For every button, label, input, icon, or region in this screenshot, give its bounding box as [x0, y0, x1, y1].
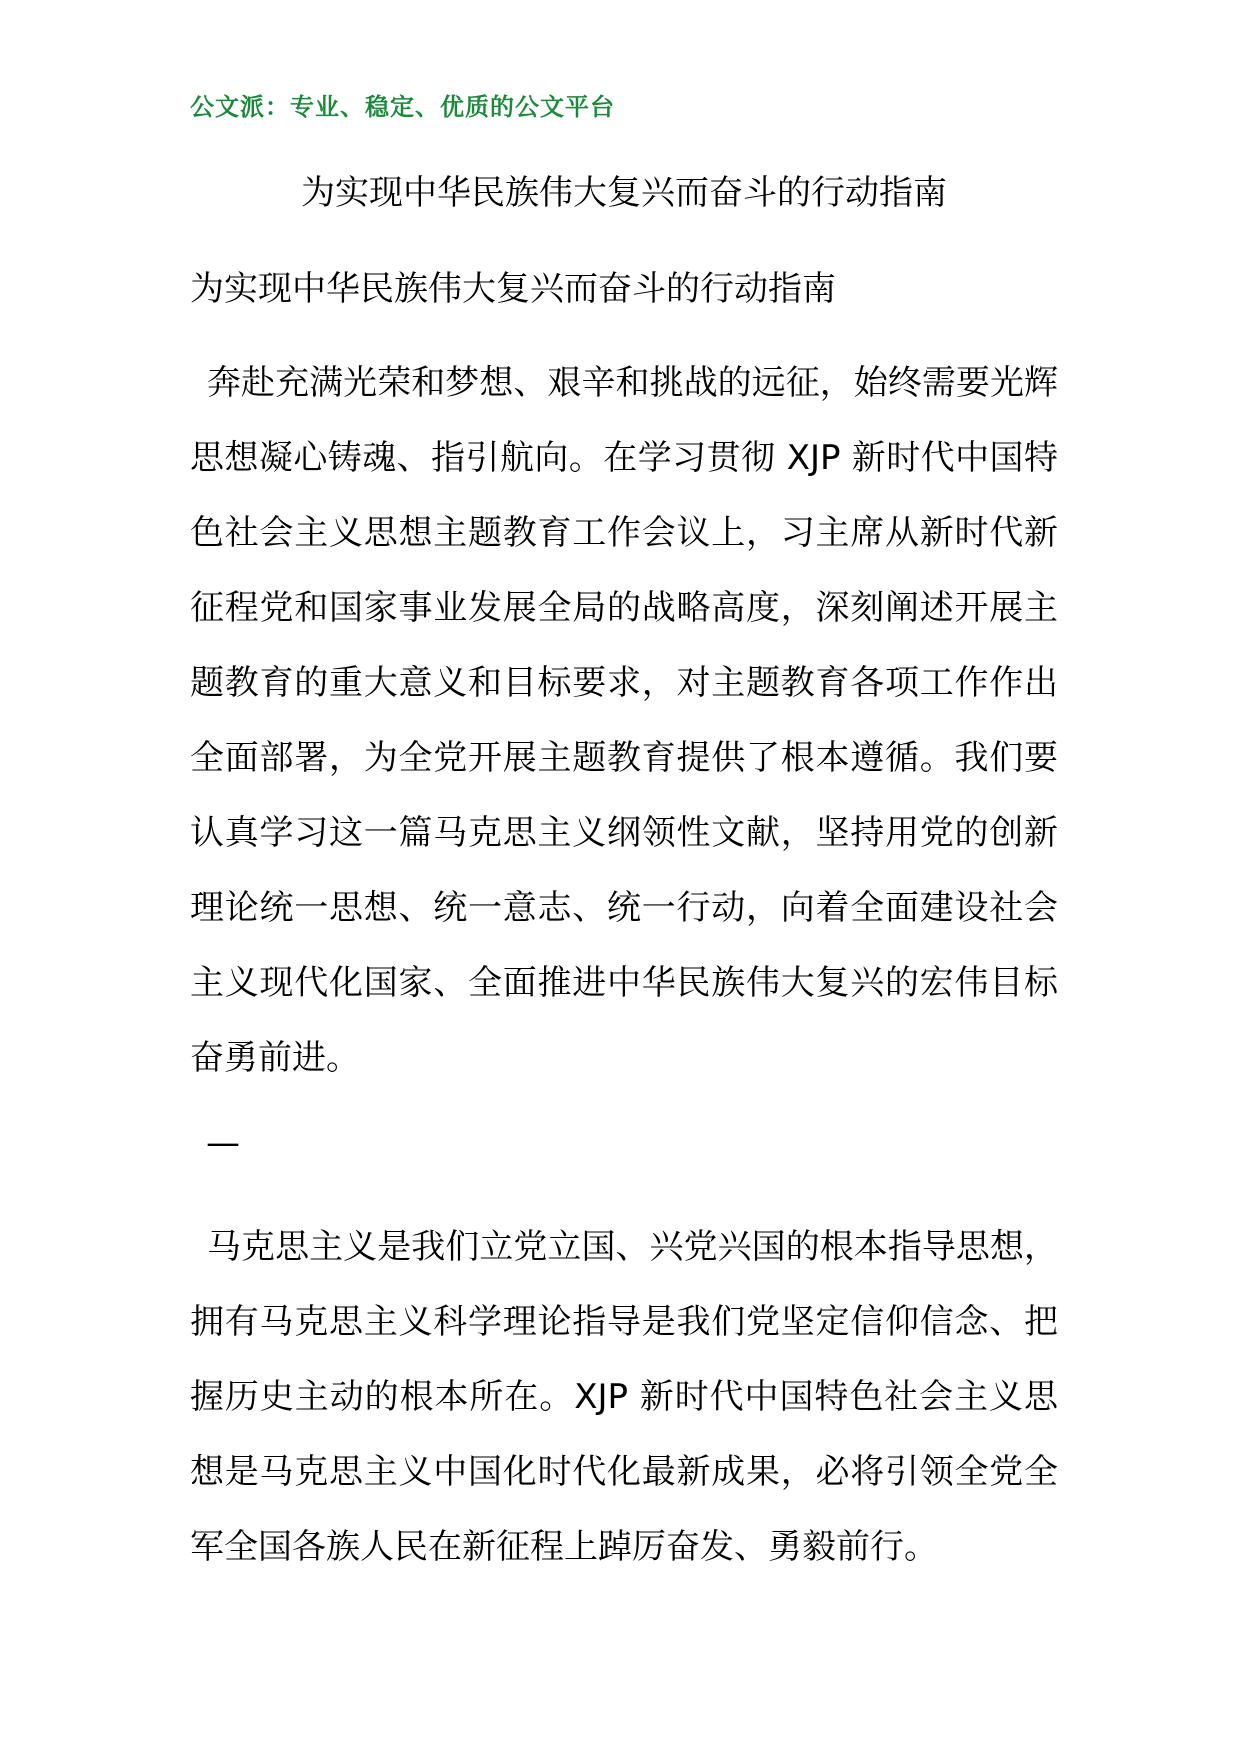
document-subtitle: 为实现中华民族伟大复兴而奋斗的行动指南	[190, 269, 836, 309]
paragraph-intro: 奔赴充满光荣和梦想、艰辛和挑战的远征，始终需要光辉思想凝心铸魂、指引航向。在学习贯彻 XJP 新时代中国特色社会主义思想主题教育工作会议上，习主席从新时代新征程党和国家事业发展全局的战略高度，深刻阐述开展主题教育的重大意义和目标要求，对主题教育各项工作作出全面部署，为全党开展主题教育提供了根本遵循。我们要认真学习这一篇马克思主义纲领性文献，坚持用党的创新理论统一思想、统一意志、统一行动，向着全面建设社会主义现代化国家、全面推进中华民族伟大复兴的宏伟目标奋勇前进。	[190, 363, 1058, 1078]
header-note: 公文派：专业、稳定、优质的公文平台	[190, 93, 615, 121]
section-mark: —	[206, 1123, 240, 1163]
paragraph-section-one: 马克思主义是我们立党立国、兴党兴国的根本指导思想，拥有马克思主义科学理论指导是我们党坚定信仰信念、把握历史主动的根本所在。XJP 新时代中国特色社会主义思想是马克思主义中国化时代化最新成果，必将引领全党全军全国各族人民在新征程上踔厉奋发、勇毅前行。	[190, 1227, 1058, 1567]
page-title: 为实现中华民族伟大复兴而奋斗的行动指南	[301, 173, 947, 213]
